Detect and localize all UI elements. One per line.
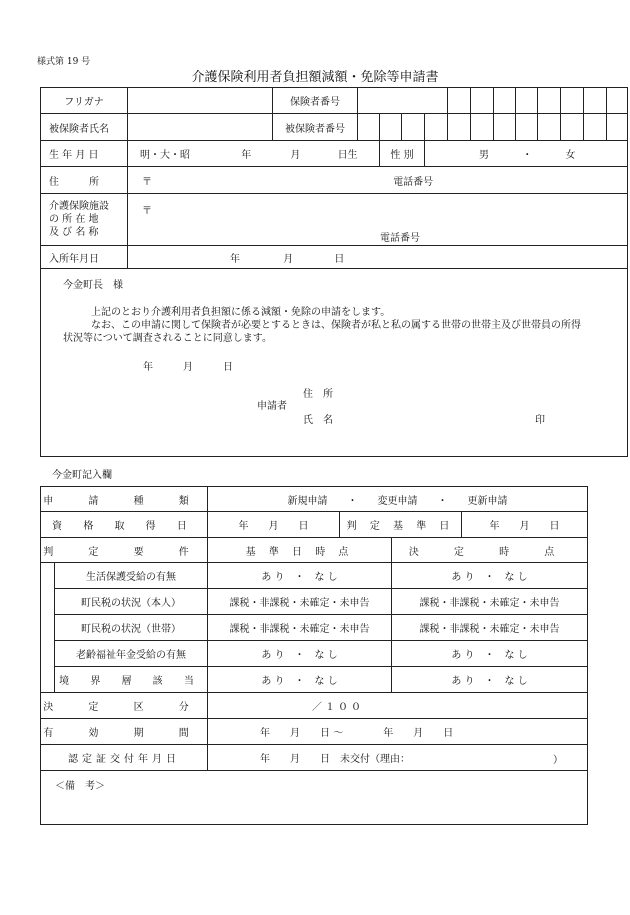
facility-field[interactable] <box>128 194 628 246</box>
sex-male[interactable]: 男 <box>479 150 489 161</box>
postal-mark: 〒 <box>142 176 152 188</box>
insurer-no-label: 保険者番号 <box>273 88 358 114</box>
base-time-header: 基 準 日 時 点 <box>208 538 392 563</box>
sex-female[interactable]: 女 <box>565 150 576 161</box>
certificate-row <box>41 745 588 771</box>
seal-mark: 印 <box>535 415 545 426</box>
decision-value: ／１００ <box>312 702 365 713</box>
requirement-label: 町民税の状況（世帯） <box>55 615 208 641</box>
requirement-base-value[interactable]: あ り ・ な し <box>208 563 392 589</box>
valid-period-label: 有 効 期 間 <box>41 719 208 745</box>
insurer-no-box[interactable] <box>448 88 471 114</box>
requirement-label: 生活保護受給の有無 <box>55 563 208 589</box>
requirement-base-value[interactable]: あ り ・ な し <box>208 667 392 693</box>
insured-no-box[interactable] <box>561 114 584 141</box>
insured-no-box[interactable] <box>402 114 425 141</box>
qualification-row <box>41 512 588 538</box>
facility-label-line: 及 び 名 称 <box>49 227 99 238</box>
applicant-address-label: 住 所 <box>303 389 333 400</box>
form-title: 介護保険利用者負担額減額・免除等申請書 <box>191 70 439 85</box>
address-field[interactable] <box>128 167 628 194</box>
applicant-name-label: 氏 名 <box>303 415 333 426</box>
qualification-date-field[interactable]: 年 月 日 <box>208 512 340 538</box>
month-unit: 月 <box>290 150 301 161</box>
insured-no-box[interactable] <box>448 114 471 141</box>
decision-row <box>41 693 588 719</box>
office-use-table <box>40 486 588 825</box>
certificate-reason-close: ） <box>553 755 564 766</box>
valid-period-field[interactable] <box>208 719 588 745</box>
insured-no-box[interactable] <box>358 114 380 141</box>
requirement-base-value[interactable]: 課税・非課税・未確定・未申告 <box>208 589 392 615</box>
statement-para2: なお、この申請に関して保険者が必要とするときは、保険者が私と私の属する世帯の世帯主及び世帯員の所得状況等について調査されることに同意します。 <box>63 320 581 344</box>
furigana-field[interactable] <box>128 88 273 114</box>
remarks-field[interactable] <box>41 771 588 825</box>
judge-base-date-label: 判 定 基 準 日 <box>340 512 462 538</box>
insurer-no-box[interactable] <box>516 88 538 114</box>
insured-no-box[interactable] <box>471 114 494 141</box>
judge-base-date-field[interactable]: 年 月 日 <box>462 512 588 538</box>
era-options: 明・大・昭 <box>140 150 190 161</box>
insured-no-box[interactable] <box>607 114 628 141</box>
address-label: 住 所 <box>41 167 128 194</box>
requirement-decide-value[interactable]: あ り ・ な し <box>392 563 588 589</box>
insurer-no-box[interactable] <box>607 88 628 114</box>
address-row <box>41 167 628 194</box>
requirement-label: 町民税の状況（本人） <box>55 589 208 615</box>
application-row <box>41 269 628 457</box>
admission-field[interactable] <box>128 246 628 269</box>
year-unit: 年 <box>241 150 252 161</box>
furigana-row <box>41 88 628 114</box>
certificate-date-label: 認定証交付年月日 <box>41 745 208 771</box>
application-date[interactable]: 年 月 日 <box>143 362 233 373</box>
decide-time-header: 決 定 時 点 <box>392 538 588 563</box>
requirement-label: 判 定 要 件 <box>41 538 208 563</box>
insured-no-box[interactable] <box>494 114 516 141</box>
application-type-options[interactable]: 新規申請 ・ 変更申請 ・ 更新申請 <box>208 487 588 512</box>
requirement-label: 境 界 層 該 当 <box>55 667 208 693</box>
facility-postal-mark: 〒 <box>142 206 152 217</box>
application-statement <box>41 269 628 457</box>
insured-no-box[interactable] <box>538 114 561 141</box>
insured-no-box[interactable] <box>380 114 402 141</box>
furigana-label: フリガナ <box>41 88 128 114</box>
requirement-decide-value[interactable]: 課税・非課税・未確定・未申告 <box>392 615 588 641</box>
insured-no-box[interactable] <box>425 114 448 141</box>
form-number: 様式第 19 号 <box>37 57 91 67</box>
insurer-no-box[interactable] <box>471 88 494 114</box>
day-unit: 日生 <box>337 150 358 161</box>
facility-phone-label: 電話番号 <box>380 233 420 244</box>
valid-period-row <box>41 719 588 745</box>
requirement-row <box>41 615 588 641</box>
sex-field[interactable] <box>425 141 628 167</box>
dob-row <box>41 141 628 167</box>
dob-field[interactable] <box>128 141 380 167</box>
certificate-date-value: 年 月 日 未交付（理由： <box>260 754 411 765</box>
facility-label-line: 介護保険施設 <box>49 201 109 212</box>
admission-row <box>41 246 628 269</box>
dob-label: 生 年 月 日 <box>41 141 128 167</box>
insured-no-box[interactable] <box>584 114 607 141</box>
requirement-label: 老齢福祉年金受給の有無 <box>55 641 208 667</box>
decision-field[interactable] <box>208 693 588 719</box>
addressee: 今金町長 様 <box>63 280 123 291</box>
insured-row <box>41 114 628 141</box>
insured-name-label: 被保険者氏名 <box>41 114 128 141</box>
requirement-base-value[interactable]: 課税・非課税・未確定・未申告 <box>208 615 392 641</box>
insured-no-label: 被保険者番号 <box>273 114 358 141</box>
application-type-label: 申 請 種 類 <box>41 487 208 512</box>
insurer-no-box[interactable] <box>358 88 448 114</box>
admission-label: 入所年月日 <box>41 246 128 269</box>
admission-year-unit: 年 <box>230 253 240 265</box>
admission-day-unit: 日 <box>334 253 345 265</box>
requirement-row <box>41 589 588 615</box>
requirement-decide-value[interactable]: あ り ・ な し <box>392 641 588 667</box>
statement-para1: 上記のとおり介護利用者負担額に係る減額・免除の申請をします。 <box>91 307 391 318</box>
certificate-date-field[interactable] <box>208 745 588 771</box>
facility-label-line: の 所 在 地 <box>49 214 99 225</box>
insurer-no-box[interactable] <box>561 88 584 114</box>
applicant-info-table <box>40 87 628 457</box>
remarks-label: ＜備 考＞ <box>55 781 105 792</box>
insured-name-field[interactable] <box>128 114 273 141</box>
application-type-row <box>41 487 588 512</box>
office-section-title: 今金町記入欄 <box>52 470 112 481</box>
insured-no-box[interactable] <box>516 114 538 141</box>
requirement-decide-value[interactable]: 課税・非課税・未確定・未申告 <box>392 589 588 615</box>
facility-row <box>41 194 628 246</box>
insurer-no-box[interactable] <box>494 88 516 114</box>
requirement-row <box>41 641 588 667</box>
requirement-base-value[interactable]: あ り ・ な し <box>208 641 392 667</box>
qualification-date-label: 資 格 取 得 日 <box>41 512 208 538</box>
insurer-no-box[interactable] <box>538 88 561 114</box>
valid-period-value: 年 月 日 〜 年 月 日 <box>260 728 454 739</box>
requirement-spacer <box>41 563 55 693</box>
phone-label: 電話番号 <box>393 176 434 188</box>
applicant-label: 申請者 <box>257 401 287 412</box>
facility-label <box>41 194 128 246</box>
requirement-row <box>41 563 588 589</box>
requirement-header-row <box>41 538 588 563</box>
remarks-row <box>41 771 588 825</box>
insurer-no-box[interactable] <box>584 88 607 114</box>
requirement-decide-value[interactable]: あ り ・ な し <box>392 667 588 693</box>
decision-label: 決 定 区 分 <box>41 693 208 719</box>
sex-separator: ・ <box>522 150 533 161</box>
requirement-row <box>41 667 588 693</box>
sex-label: 性 別 <box>380 141 425 167</box>
admission-month-unit: 月 <box>283 253 294 265</box>
